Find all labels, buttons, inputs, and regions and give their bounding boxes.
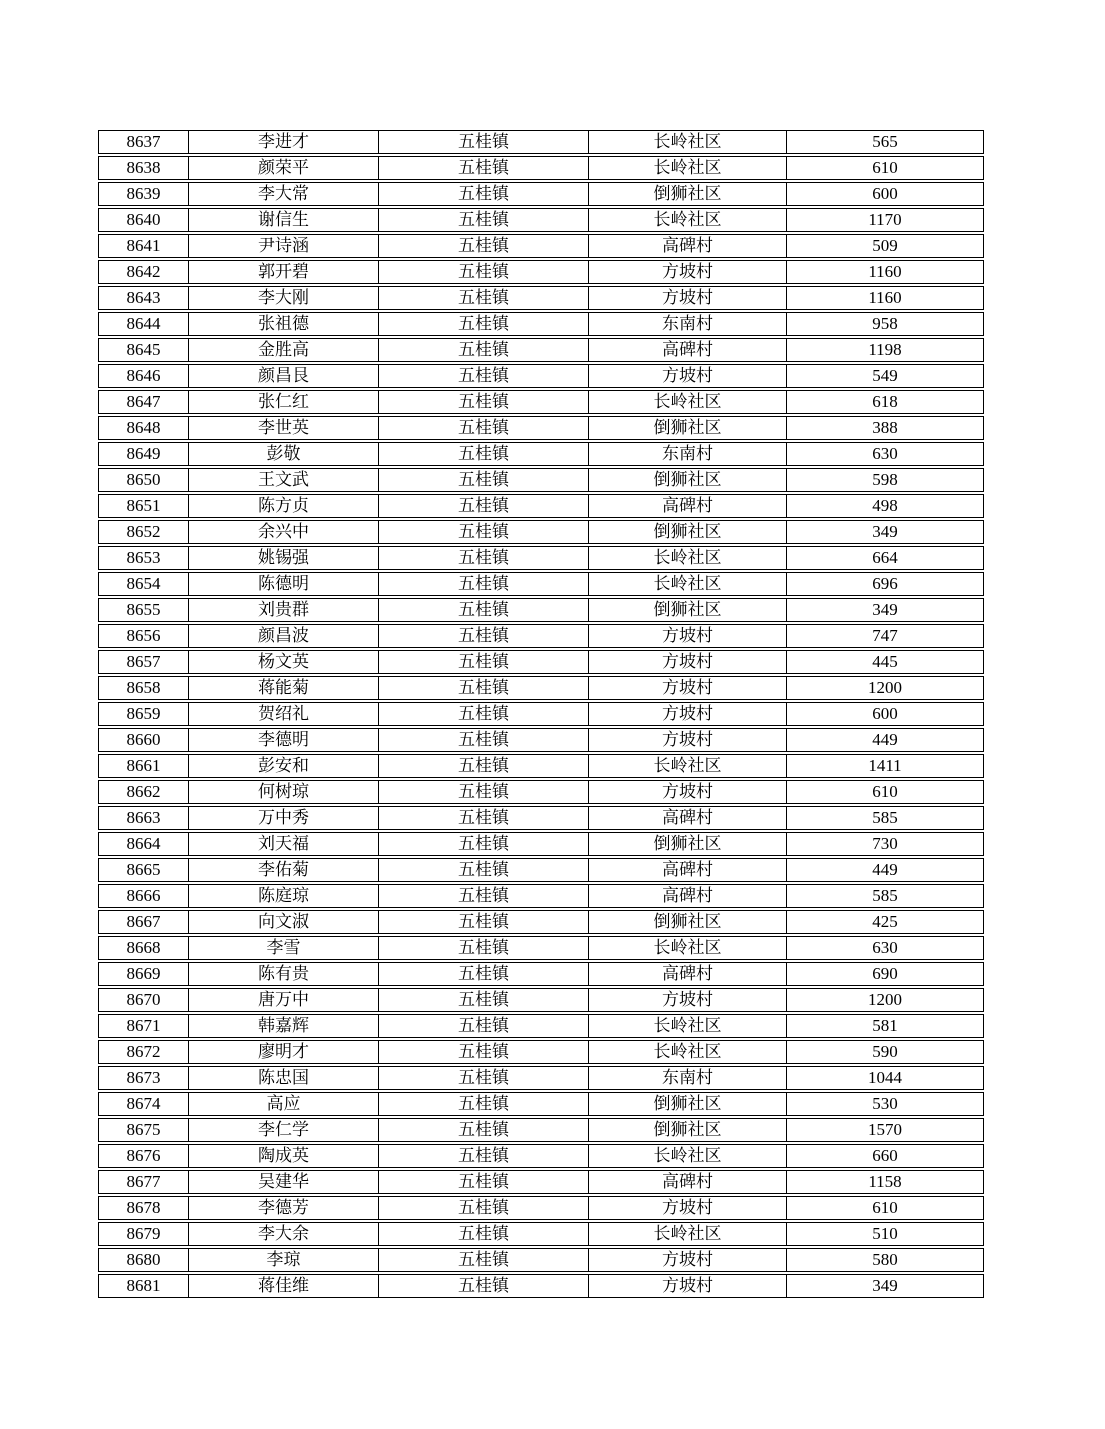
cell-name: 陈德明 <box>189 573 379 595</box>
table-row <box>98 884 984 908</box>
cell-amount: 1570 <box>868 1120 902 1139</box>
cell-name: 李世英 <box>189 417 379 439</box>
cell-town: 五桂镇 <box>379 833 589 855</box>
cell-id: 8641 <box>99 235 189 257</box>
cell-id: 8652 <box>99 521 189 543</box>
cell-town: 五桂镇 <box>379 573 589 595</box>
cell-amount: 664 <box>872 548 898 567</box>
cell-id: 8676 <box>99 1145 189 1167</box>
cell-village: 长岭社区 <box>589 937 787 959</box>
cell-town: 五桂镇 <box>379 755 589 777</box>
cell-name: 李佑菊 <box>189 859 379 881</box>
cell-village: 东南村 <box>589 443 787 465</box>
cell-id: 8647 <box>99 391 189 413</box>
table-row <box>98 1222 984 1246</box>
table-row <box>98 676 984 700</box>
cell-name: 谢信生 <box>189 209 379 231</box>
cell-amount: 1200 <box>868 678 902 697</box>
cell-amount: 618 <box>872 392 898 411</box>
cell-name: 李仁学 <box>189 1119 379 1141</box>
cell-village: 倒狮社区 <box>589 469 787 491</box>
cell-village: 高碑村 <box>589 339 787 361</box>
cell-name: 陈庭琼 <box>189 885 379 907</box>
cell-name: 颜荣平 <box>189 157 379 179</box>
cell-amount: 1198 <box>868 340 902 359</box>
cell-village: 方坡村 <box>589 781 787 803</box>
table-row <box>98 468 984 492</box>
cell-amount: 610 <box>872 782 898 801</box>
cell-village: 方坡村 <box>589 677 787 699</box>
cell-village: 倒狮社区 <box>589 417 787 439</box>
cell-id: 8667 <box>99 911 189 933</box>
cell-name: 刘天福 <box>189 833 379 855</box>
cell-amount: 509 <box>872 236 898 255</box>
cell-name: 蒋能菊 <box>189 677 379 699</box>
cell-village: 方坡村 <box>589 625 787 647</box>
cell-town: 五桂镇 <box>379 157 589 179</box>
table-row <box>98 832 984 856</box>
cell-id: 8673 <box>99 1067 189 1089</box>
cell-amount: 747 <box>872 626 898 645</box>
cell-village: 东南村 <box>589 1067 787 1089</box>
cell-town: 五桂镇 <box>379 781 589 803</box>
cell-amount: 449 <box>872 860 898 879</box>
table-row <box>98 546 984 570</box>
cell-id: 8640 <box>99 209 189 231</box>
cell-name: 李大刚 <box>189 287 379 309</box>
table-row <box>98 1144 984 1168</box>
cell-name: 唐万中 <box>189 989 379 1011</box>
cell-id: 8646 <box>99 365 189 387</box>
table-row <box>98 130 984 154</box>
cell-name: 陶成英 <box>189 1145 379 1167</box>
cell-amount: 610 <box>872 1198 898 1217</box>
cell-town: 五桂镇 <box>379 885 589 907</box>
cell-id: 8668 <box>99 937 189 959</box>
cell-name: 吴建华 <box>189 1171 379 1193</box>
cell-amount: 425 <box>872 912 898 931</box>
table-row <box>98 936 984 960</box>
cell-amount: 349 <box>872 600 898 619</box>
cell-town: 五桂镇 <box>379 599 589 621</box>
cell-amount: 565 <box>872 132 898 151</box>
cell-town: 五桂镇 <box>379 1171 589 1193</box>
cell-amount: 730 <box>872 834 898 853</box>
cell-amount: 1200 <box>868 990 902 1009</box>
table-row <box>98 650 984 674</box>
cell-village: 长岭社区 <box>589 1015 787 1037</box>
cell-amount: 388 <box>872 418 898 437</box>
cell-town: 五桂镇 <box>379 859 589 881</box>
cell-amount: 349 <box>872 1276 898 1295</box>
cell-town: 五桂镇 <box>379 989 589 1011</box>
cell-town: 五桂镇 <box>379 1015 589 1037</box>
cell-town: 五桂镇 <box>379 391 589 413</box>
cell-amount: 1160 <box>868 288 902 307</box>
cell-village: 方坡村 <box>589 1197 787 1219</box>
cell-town: 五桂镇 <box>379 911 589 933</box>
cell-name: 王文武 <box>189 469 379 491</box>
cell-town: 五桂镇 <box>379 1041 589 1063</box>
cell-village: 高碑村 <box>589 495 787 517</box>
cell-name: 尹诗涵 <box>189 235 379 257</box>
cell-amount: 1044 <box>868 1068 902 1087</box>
cell-town: 五桂镇 <box>379 1275 589 1297</box>
cell-village: 方坡村 <box>589 261 787 283</box>
cell-town: 五桂镇 <box>379 937 589 959</box>
cell-amount: 1411 <box>868 756 902 775</box>
table-row <box>98 1014 984 1038</box>
cell-name: 彭安和 <box>189 755 379 777</box>
cell-village: 高碑村 <box>589 807 787 829</box>
cell-id: 8663 <box>99 807 189 829</box>
cell-town: 五桂镇 <box>379 495 589 517</box>
cell-id: 8656 <box>99 625 189 647</box>
cell-village: 高碑村 <box>589 859 787 881</box>
cell-amount: 510 <box>872 1224 898 1243</box>
cell-id: 8677 <box>99 1171 189 1193</box>
table-row <box>98 572 984 596</box>
cell-town: 五桂镇 <box>379 651 589 673</box>
table-row <box>98 780 984 804</box>
cell-id: 8638 <box>99 157 189 179</box>
cell-id: 8651 <box>99 495 189 517</box>
cell-town: 五桂镇 <box>379 547 589 569</box>
table-row <box>98 416 984 440</box>
cell-name: 郭开碧 <box>189 261 379 283</box>
cell-village: 倒狮社区 <box>589 521 787 543</box>
cell-id: 8654 <box>99 573 189 595</box>
cell-amount: 610 <box>872 158 898 177</box>
cell-id: 8669 <box>99 963 189 985</box>
cell-town: 五桂镇 <box>379 469 589 491</box>
table-row <box>98 858 984 882</box>
cell-town: 五桂镇 <box>379 131 589 153</box>
cell-village: 方坡村 <box>589 1249 787 1271</box>
cell-town: 五桂镇 <box>379 339 589 361</box>
table-row <box>98 728 984 752</box>
cell-amount: 600 <box>872 704 898 723</box>
cell-id: 8680 <box>99 1249 189 1271</box>
cell-id: 8658 <box>99 677 189 699</box>
cell-name: 向文淑 <box>189 911 379 933</box>
cell-village: 方坡村 <box>589 1275 787 1297</box>
roster-table <box>98 130 984 1300</box>
cell-name: 李进才 <box>189 131 379 153</box>
cell-town: 五桂镇 <box>379 1223 589 1245</box>
cell-name: 韩嘉辉 <box>189 1015 379 1037</box>
cell-amount: 660 <box>872 1146 898 1165</box>
cell-amount: 630 <box>872 444 898 463</box>
cell-amount: 1158 <box>868 1172 902 1191</box>
cell-name: 万中秀 <box>189 807 379 829</box>
cell-town: 五桂镇 <box>379 1249 589 1271</box>
cell-amount: 598 <box>872 470 898 489</box>
cell-amount: 549 <box>872 366 898 385</box>
cell-amount: 690 <box>872 964 898 983</box>
table-row <box>98 988 984 1012</box>
cell-town: 五桂镇 <box>379 807 589 829</box>
cell-village: 倒狮社区 <box>589 183 787 205</box>
cell-id: 8678 <box>99 1197 189 1219</box>
cell-town: 五桂镇 <box>379 417 589 439</box>
cell-town: 五桂镇 <box>379 729 589 751</box>
cell-name: 蒋佳维 <box>189 1275 379 1297</box>
table-row <box>98 754 984 778</box>
cell-id: 8674 <box>99 1093 189 1115</box>
cell-id: 8672 <box>99 1041 189 1063</box>
table-row <box>98 624 984 648</box>
cell-id: 8644 <box>99 313 189 335</box>
cell-id: 8670 <box>99 989 189 1011</box>
cell-village: 方坡村 <box>589 703 787 725</box>
cell-name: 余兴中 <box>189 521 379 543</box>
cell-name: 张祖德 <box>189 313 379 335</box>
table-row <box>98 234 984 258</box>
table-row <box>98 182 984 206</box>
cell-name: 李大余 <box>189 1223 379 1245</box>
table-row <box>98 520 984 544</box>
cell-village: 倒狮社区 <box>589 911 787 933</box>
cell-name: 姚锡强 <box>189 547 379 569</box>
cell-id: 8649 <box>99 443 189 465</box>
table-row <box>98 1274 984 1298</box>
cell-id: 8643 <box>99 287 189 309</box>
cell-village: 倒狮社区 <box>589 599 787 621</box>
table-row <box>98 702 984 726</box>
cell-name: 廖明才 <box>189 1041 379 1063</box>
cell-village: 高碑村 <box>589 235 787 257</box>
cell-name: 李德明 <box>189 729 379 751</box>
table-row <box>98 1248 984 1272</box>
table-row <box>98 806 984 830</box>
cell-village: 长岭社区 <box>589 1041 787 1063</box>
table-row <box>98 156 984 180</box>
cell-amount: 958 <box>872 314 898 333</box>
cell-amount: 498 <box>872 496 898 515</box>
cell-amount: 581 <box>872 1016 898 1035</box>
cell-village: 长岭社区 <box>589 1145 787 1167</box>
cell-town: 五桂镇 <box>379 261 589 283</box>
cell-town: 五桂镇 <box>379 235 589 257</box>
cell-town: 五桂镇 <box>379 1197 589 1219</box>
table-row <box>98 364 984 388</box>
cell-village: 长岭社区 <box>589 391 787 413</box>
cell-amount: 600 <box>872 184 898 203</box>
cell-amount: 696 <box>872 574 898 593</box>
cell-town: 五桂镇 <box>379 677 589 699</box>
cell-town: 五桂镇 <box>379 1119 589 1141</box>
table-row <box>98 260 984 284</box>
cell-id: 8650 <box>99 469 189 491</box>
cell-name: 颜昌艮 <box>189 365 379 387</box>
cell-village: 倒狮社区 <box>589 1093 787 1115</box>
cell-village: 高碑村 <box>589 885 787 907</box>
cell-name: 刘贵群 <box>189 599 379 621</box>
table-row <box>98 338 984 362</box>
cell-town: 五桂镇 <box>379 313 589 335</box>
table-row <box>98 208 984 232</box>
cell-town: 五桂镇 <box>379 365 589 387</box>
table-row <box>98 494 984 518</box>
cell-town: 五桂镇 <box>379 1145 589 1167</box>
cell-id: 8657 <box>99 651 189 673</box>
cell-village: 方坡村 <box>589 287 787 309</box>
cell-town: 五桂镇 <box>379 183 589 205</box>
cell-id: 8666 <box>99 885 189 907</box>
cell-amount: 585 <box>872 886 898 905</box>
cell-village: 长岭社区 <box>589 209 787 231</box>
cell-amount: 1170 <box>868 210 902 229</box>
cell-id: 8639 <box>99 183 189 205</box>
cell-village: 倒狮社区 <box>589 1119 787 1141</box>
cell-amount: 449 <box>872 730 898 749</box>
cell-id: 8662 <box>99 781 189 803</box>
cell-id: 8665 <box>99 859 189 881</box>
cell-town: 五桂镇 <box>379 521 589 543</box>
cell-amount: 445 <box>872 652 898 671</box>
table-row <box>98 1066 984 1090</box>
cell-name: 高应 <box>189 1093 379 1115</box>
cell-id: 8675 <box>99 1119 189 1141</box>
cell-id: 8681 <box>99 1275 189 1297</box>
cell-village: 方坡村 <box>589 365 787 387</box>
cell-name: 李雪 <box>189 937 379 959</box>
cell-name: 彭敬 <box>189 443 379 465</box>
cell-id: 8671 <box>99 1015 189 1037</box>
cell-village: 方坡村 <box>589 729 787 751</box>
table-row <box>98 1040 984 1064</box>
cell-town: 五桂镇 <box>379 1093 589 1115</box>
cell-village: 长岭社区 <box>589 573 787 595</box>
cell-name: 李大常 <box>189 183 379 205</box>
cell-name: 陈有贵 <box>189 963 379 985</box>
cell-village: 倒狮社区 <box>589 833 787 855</box>
cell-id: 8661 <box>99 755 189 777</box>
cell-town: 五桂镇 <box>379 443 589 465</box>
cell-id: 8664 <box>99 833 189 855</box>
cell-town: 五桂镇 <box>379 703 589 725</box>
cell-amount: 580 <box>872 1250 898 1269</box>
table-row <box>98 312 984 336</box>
cell-id: 8637 <box>99 131 189 153</box>
table-row <box>98 598 984 622</box>
cell-village: 长岭社区 <box>589 131 787 153</box>
cell-amount: 1160 <box>868 262 902 281</box>
table-row <box>98 286 984 310</box>
cell-town: 五桂镇 <box>379 963 589 985</box>
cell-name: 张仁红 <box>189 391 379 413</box>
cell-id: 8679 <box>99 1223 189 1245</box>
cell-village: 高碑村 <box>589 1171 787 1193</box>
cell-town: 五桂镇 <box>379 287 589 309</box>
cell-name: 金胜高 <box>189 339 379 361</box>
cell-id: 8660 <box>99 729 189 751</box>
cell-name: 陈忠国 <box>189 1067 379 1089</box>
cell-name: 颜昌波 <box>189 625 379 647</box>
table-row <box>98 1170 984 1194</box>
cell-village: 方坡村 <box>589 651 787 673</box>
table-row <box>98 1196 984 1220</box>
cell-name: 杨文英 <box>189 651 379 673</box>
cell-village: 长岭社区 <box>589 1223 787 1245</box>
cell-town: 五桂镇 <box>379 1067 589 1089</box>
cell-amount: 349 <box>872 522 898 541</box>
table-body <box>98 130 984 1298</box>
cell-village: 长岭社区 <box>589 157 787 179</box>
cell-id: 8645 <box>99 339 189 361</box>
cell-id: 8655 <box>99 599 189 621</box>
cell-amount: 585 <box>872 808 898 827</box>
table-row <box>98 1118 984 1142</box>
cell-amount: 630 <box>872 938 898 957</box>
cell-id: 8648 <box>99 417 189 439</box>
cell-village: 长岭社区 <box>589 547 787 569</box>
table-row <box>98 962 984 986</box>
table-row <box>98 1092 984 1116</box>
cell-amount: 590 <box>872 1042 898 1061</box>
table-row <box>98 910 984 934</box>
cell-amount: 530 <box>872 1094 898 1113</box>
cell-name: 李琼 <box>189 1249 379 1271</box>
cell-name: 陈方贞 <box>189 495 379 517</box>
cell-name: 贺绍礼 <box>189 703 379 725</box>
cell-village: 长岭社区 <box>589 755 787 777</box>
cell-village: 方坡村 <box>589 989 787 1011</box>
cell-village: 高碑村 <box>589 963 787 985</box>
cell-village: 东南村 <box>589 313 787 335</box>
cell-id: 8659 <box>99 703 189 725</box>
cell-id: 8653 <box>99 547 189 569</box>
cell-name: 李德芳 <box>189 1197 379 1219</box>
cell-town: 五桂镇 <box>379 209 589 231</box>
cell-id: 8642 <box>99 261 189 283</box>
table-row <box>98 390 984 414</box>
cell-name: 何树琼 <box>189 781 379 803</box>
table-row <box>98 442 984 466</box>
cell-town: 五桂镇 <box>379 625 589 647</box>
